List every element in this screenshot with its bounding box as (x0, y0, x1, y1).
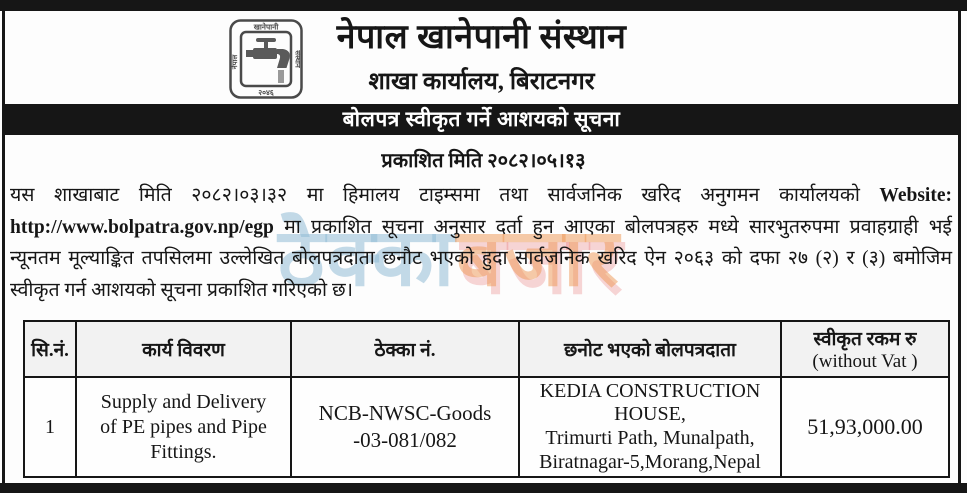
notice-title: बोलपत्र स्वीकृत गर्ने आशयको सूचना (342, 107, 621, 131)
bidder-name: KEDIA CONSTRUCTION HOUSE, (539, 379, 761, 426)
bidder-address-line1: Trimurti Path, Munalpath, (545, 427, 755, 449)
bidder-address-line2: Biratnagar-5,Morang,Nepal (539, 450, 761, 473)
col-header-work: कार्य विवरण (76, 321, 291, 377)
body-line-1 (10, 180, 952, 212)
nwsc-logo-icon (229, 19, 303, 99)
award-table (23, 320, 950, 478)
organization-name: नेपाल खानेपानी संस्थान (336, 19, 627, 56)
logo-text-bottom: २०४६ (258, 88, 274, 97)
cell-work-description: Supply and Delivery of PE pipes and Pipe Fittings. (76, 377, 291, 477)
logo-text-top: खानेपानी (253, 22, 279, 32)
watermark-part2: बजार (456, 215, 621, 303)
body-line-1-text: यस शाखाबाट मिति २०८२।०३।३२ मा हिमालय टाइम्समा तथा सार्वजनिक खरिद अनुगमन कार्यालयको (10, 185, 880, 206)
logo-text-right: संस्थान (293, 50, 302, 68)
col-header-sn: सि.नं. (24, 321, 76, 377)
cell-selected-bidder (519, 377, 781, 477)
top-border-bar (0, 0, 967, 11)
col-header-amount-main: स्वीकृत रकम रु (813, 329, 917, 350)
body-line-4: स्वीकृत गर्न आशयको सूचना प्रकाशित गरिएको छ। (10, 279, 354, 301)
office-name: शाखा कार्यालय, बिराटनगर (368, 69, 595, 96)
col-header-bidder: छनोट भएको बोलपत्रदाता (519, 321, 781, 377)
logo-text-left: नेपाल (231, 54, 239, 70)
col-header-amount (781, 321, 949, 377)
body-line-3: न्यूनतम मूल्याङ्कित तपसिलमा उल्लेखित बोलपत्रदाता छनौट भएको हुदा सार्वजनिक खरिद ऐन २०६३ को दफा २७ (२) र (३) बमोजिम (10, 248, 952, 269)
cell-approved-amount: 51,93,000.00 (781, 377, 949, 477)
website-label: Website: (879, 185, 952, 206)
table-header-row (24, 321, 949, 377)
award-table-container (23, 320, 950, 478)
cell-sn: 1 (24, 377, 76, 477)
notice-body (10, 180, 952, 306)
col-header-contract: ठेक्का नं. (291, 321, 519, 377)
right-border (958, 11, 961, 483)
body-line-2 (10, 212, 952, 244)
cell-contract-number (291, 377, 519, 477)
bottom-border-bar (0, 483, 967, 493)
faucet-icon (246, 38, 290, 83)
bolpatra-url: http://www.bolpatra.gov.np/egp (10, 216, 274, 238)
notice-title-banner (5, 104, 958, 135)
body-line-2-text: मा प्रकाशित सूचना अनुसार दर्ता हुन आएका बोलपत्रहरु मध्ये सारभुतरुपमा प्रवाहग्राही भई (273, 216, 952, 238)
letterhead (5, 11, 958, 104)
watermark-part1: ठेक्का (278, 215, 457, 303)
col-header-amount-sub: (without Vat ) (812, 351, 918, 372)
contract-number-line2: -03-081/082 (353, 428, 457, 452)
published-date: प्रकाशित मिति २०८२।०५।१३ (381, 150, 586, 172)
table-row (24, 377, 949, 477)
contract-number-line1: NCB-NWSC-Goods (318, 400, 492, 425)
